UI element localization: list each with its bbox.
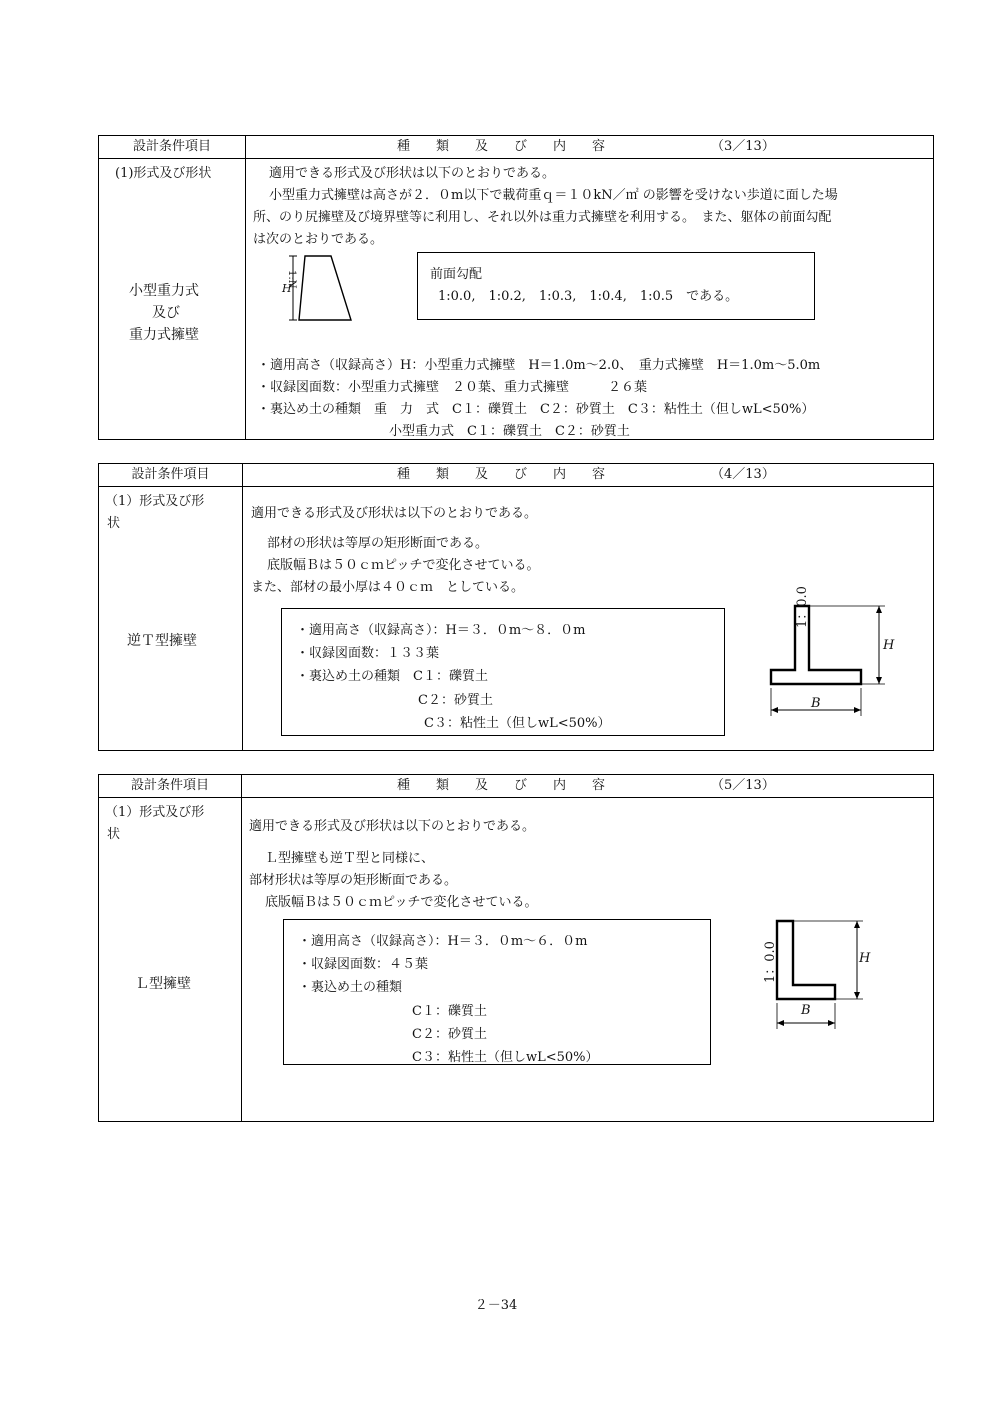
item-number-cont: 状	[107, 516, 121, 531]
page-counter: （4／13）	[711, 467, 775, 482]
table-header	[99, 464, 933, 487]
paragraph-line: 底版幅Ｂは５０ｃｍピッチで変化させている。	[267, 558, 540, 573]
item-number: （1）形式及び形	[105, 805, 205, 820]
intro-text: 適用できる形式及び形状は以下のとおりである。	[269, 166, 556, 181]
fig-slope-label: 1:N	[286, 270, 297, 289]
header-item-label: 設計条件項目	[99, 464, 243, 486]
item-number: (1)形式及び形状	[115, 166, 212, 181]
front-slope-box	[417, 252, 815, 320]
header-content-label: 種類及び内容	[397, 467, 632, 482]
bullet-line: 小型重力式 C１：礫質土 C２：砂質土	[389, 424, 630, 439]
spec-line: ・収録図面数：１３３葉	[296, 646, 440, 661]
inverted-t-wall-figure	[767, 598, 891, 716]
item-name-line: 重力式擁壁	[129, 327, 199, 343]
header-content-label: 種類及び内容	[397, 778, 632, 793]
fig-slope-label: 1：0.0	[763, 941, 778, 983]
spec-box	[283, 919, 711, 1065]
item-number: （1）形式及び形	[105, 494, 205, 509]
paragraph-line: Ｌ型擁壁も逆Ｔ型と同様に、	[265, 851, 435, 866]
paragraph-line: また、部材の最小厚は４０ｃｍ としている。	[251, 580, 525, 595]
paragraph-line: 部材形状は等厚の矩形断面である。	[249, 873, 458, 888]
fig-b-label: B	[811, 696, 821, 711]
item-number-cont: 状	[107, 827, 121, 842]
header-item-label: 設計条件項目	[99, 136, 246, 158]
item-column	[99, 486, 243, 750]
l-type-wall-figure	[771, 915, 871, 1029]
spec-line: ・裏込め土の種類	[298, 980, 403, 995]
item-name-line: 小型重力式	[129, 283, 199, 299]
fig-h-label: H	[883, 638, 895, 653]
paragraph-line: 部材の形状は等厚の矩形断面である。	[267, 536, 489, 551]
spec-line: C３：粘性土（但しwL<50%）	[424, 716, 611, 731]
page-counter: （3／13）	[711, 139, 775, 154]
intro-text: 適用できる形式及び形状は以下のとおりである。	[249, 819, 536, 834]
slope-title: 前面勾配	[430, 267, 483, 282]
page-number: ２－34	[474, 1298, 518, 1313]
header-content-label: 種類及び内容	[397, 139, 632, 154]
paragraph-line: 底版幅Ｂは５０ｃｍピッチで変化させている。	[265, 895, 538, 910]
item-name: 逆Ｔ型擁壁	[127, 633, 197, 649]
slope-values: 1:0.0, 1:0.2, 1:0.3, 1:0.4, 1:0.5 である。	[438, 289, 739, 304]
table-header	[99, 136, 933, 159]
bullet-line: ・収録図面数：小型重力式擁壁 ２０葉、重力式擁壁 ２６葉	[257, 380, 648, 395]
page-counter: （5／13）	[711, 778, 775, 793]
item-name-line: 及び	[152, 305, 180, 321]
spec-line: ・適用高さ（収録高さ）：H＝３．０m～８．０m	[296, 623, 586, 638]
table-4-of-13	[98, 463, 934, 751]
paragraph-line: は次のとおりである。	[253, 232, 384, 247]
item-name: Ｌ型擁壁	[135, 976, 191, 992]
fig-slope-label: 1：0.0	[795, 586, 810, 628]
bullet-line: ・適用高さ（収録高さ）H：小型重力式擁壁 H＝1.0m～2.0、 重力式擁壁 H＝1.0m～5.0m	[257, 358, 821, 373]
spec-line: ・適用高さ（収録高さ）：H＝３．０m～６．０m	[298, 934, 588, 949]
spec-line: ・収録図面数：４５葉	[298, 957, 429, 972]
spec-line: C２：砂質土	[418, 693, 493, 708]
fig-b-label: B	[801, 1003, 811, 1018]
item-column	[99, 797, 242, 1121]
spec-box	[281, 608, 725, 736]
spec-line: C１：礫質土	[412, 1004, 487, 1019]
fig-h-label: H	[282, 282, 292, 295]
table-5-of-13	[98, 774, 934, 1122]
header-item-label: 設計条件項目	[99, 775, 242, 797]
paragraph-line: 所、のり尻擁壁及び境界壁等に利用し、それ以外は重力式擁壁を利用する。 また、躯体の前面勾配	[253, 210, 832, 225]
table-header	[99, 775, 933, 798]
fig-h-label: H	[859, 951, 871, 966]
spec-line: C２：砂質土	[412, 1027, 487, 1042]
bullet-line: ・裏込め土の種類 重 力 式 C１：礫質土 C２：砂質土 C３：粘性土（但しwL<50%）	[257, 402, 815, 417]
table-3-of-13	[98, 135, 934, 440]
spec-line: ・裏込め土の種類 C１：礫質土	[296, 669, 488, 684]
spec-line: C３：粘性土（但しwL<50%）	[412, 1050, 599, 1065]
paragraph-line: 小型重力式擁壁は高さが２．０m以下で載荷重ｑ＝１０kN／㎡ の影響を受けない歩道に面した場	[269, 188, 838, 203]
intro-text: 適用できる形式及び形状は以下のとおりである。	[251, 506, 538, 521]
